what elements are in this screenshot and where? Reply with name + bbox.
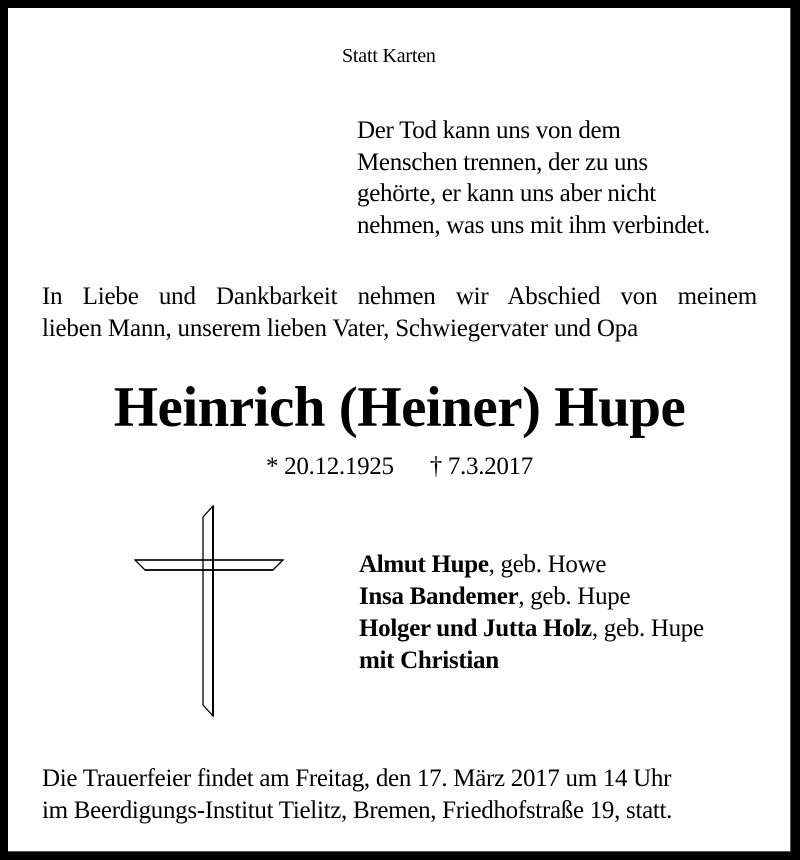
family-member-name: Almut Hupe [359, 551, 489, 578]
border-edge [790, 8, 791, 852]
memorial-quote [357, 115, 710, 241]
life-dates [8, 453, 791, 481]
statt-karten-label: Statt Karten [342, 45, 436, 67]
family-member [359, 613, 704, 645]
intro-line: In Liebe und Dankbarkeit nehmen wir Abschied von meinem [42, 283, 757, 310]
quote-line: gehörte, er kann uns aber nicht [357, 180, 656, 207]
family-member [359, 581, 704, 613]
family-member-suffix: , geb. Hupe [518, 583, 631, 610]
obituary-notice [8, 8, 791, 851]
intro-text [42, 281, 757, 344]
family-member [359, 645, 704, 677]
quote-line: Menschen trennen, der zu uns [357, 148, 648, 176]
family-member-name: Insa Bandemer [359, 583, 519, 610]
family-member-suffix: , geb. Howe [488, 551, 607, 578]
cross-icon [134, 498, 294, 728]
family-member [359, 549, 704, 581]
deceased-name: Heinrich (Heiner) Hupe [113, 376, 686, 439]
quote-line: nehmen, was uns mit ihm verbindet. [357, 211, 710, 239]
family-member-name: mit Christian [359, 647, 499, 674]
family-member-suffix: , geb. Hupe [591, 615, 704, 642]
intro-line: lieben Mann, unserem lieben Vater, Schwiegervater und Opa [42, 314, 638, 342]
quote-line: Der Tod kann uns von dem [357, 117, 621, 144]
family-member-name: Holger und Jutta Holz [359, 615, 592, 642]
family-list [359, 549, 704, 677]
funeral-info-line: im Beerdigungs-Institut Tielitz, Bremen, Friedhofstraße 19, statt. [42, 796, 673, 824]
death-date: † 7.3.2017 [429, 453, 533, 480]
funeral-info-line: Die Trauerfeier findet am Freitag, den 17. März 2017 um 14 Uhr [42, 765, 672, 792]
birth-date: * 20.12.1925 [266, 453, 394, 480]
funeral-info [42, 763, 672, 826]
border-edge [8, 851, 791, 852]
